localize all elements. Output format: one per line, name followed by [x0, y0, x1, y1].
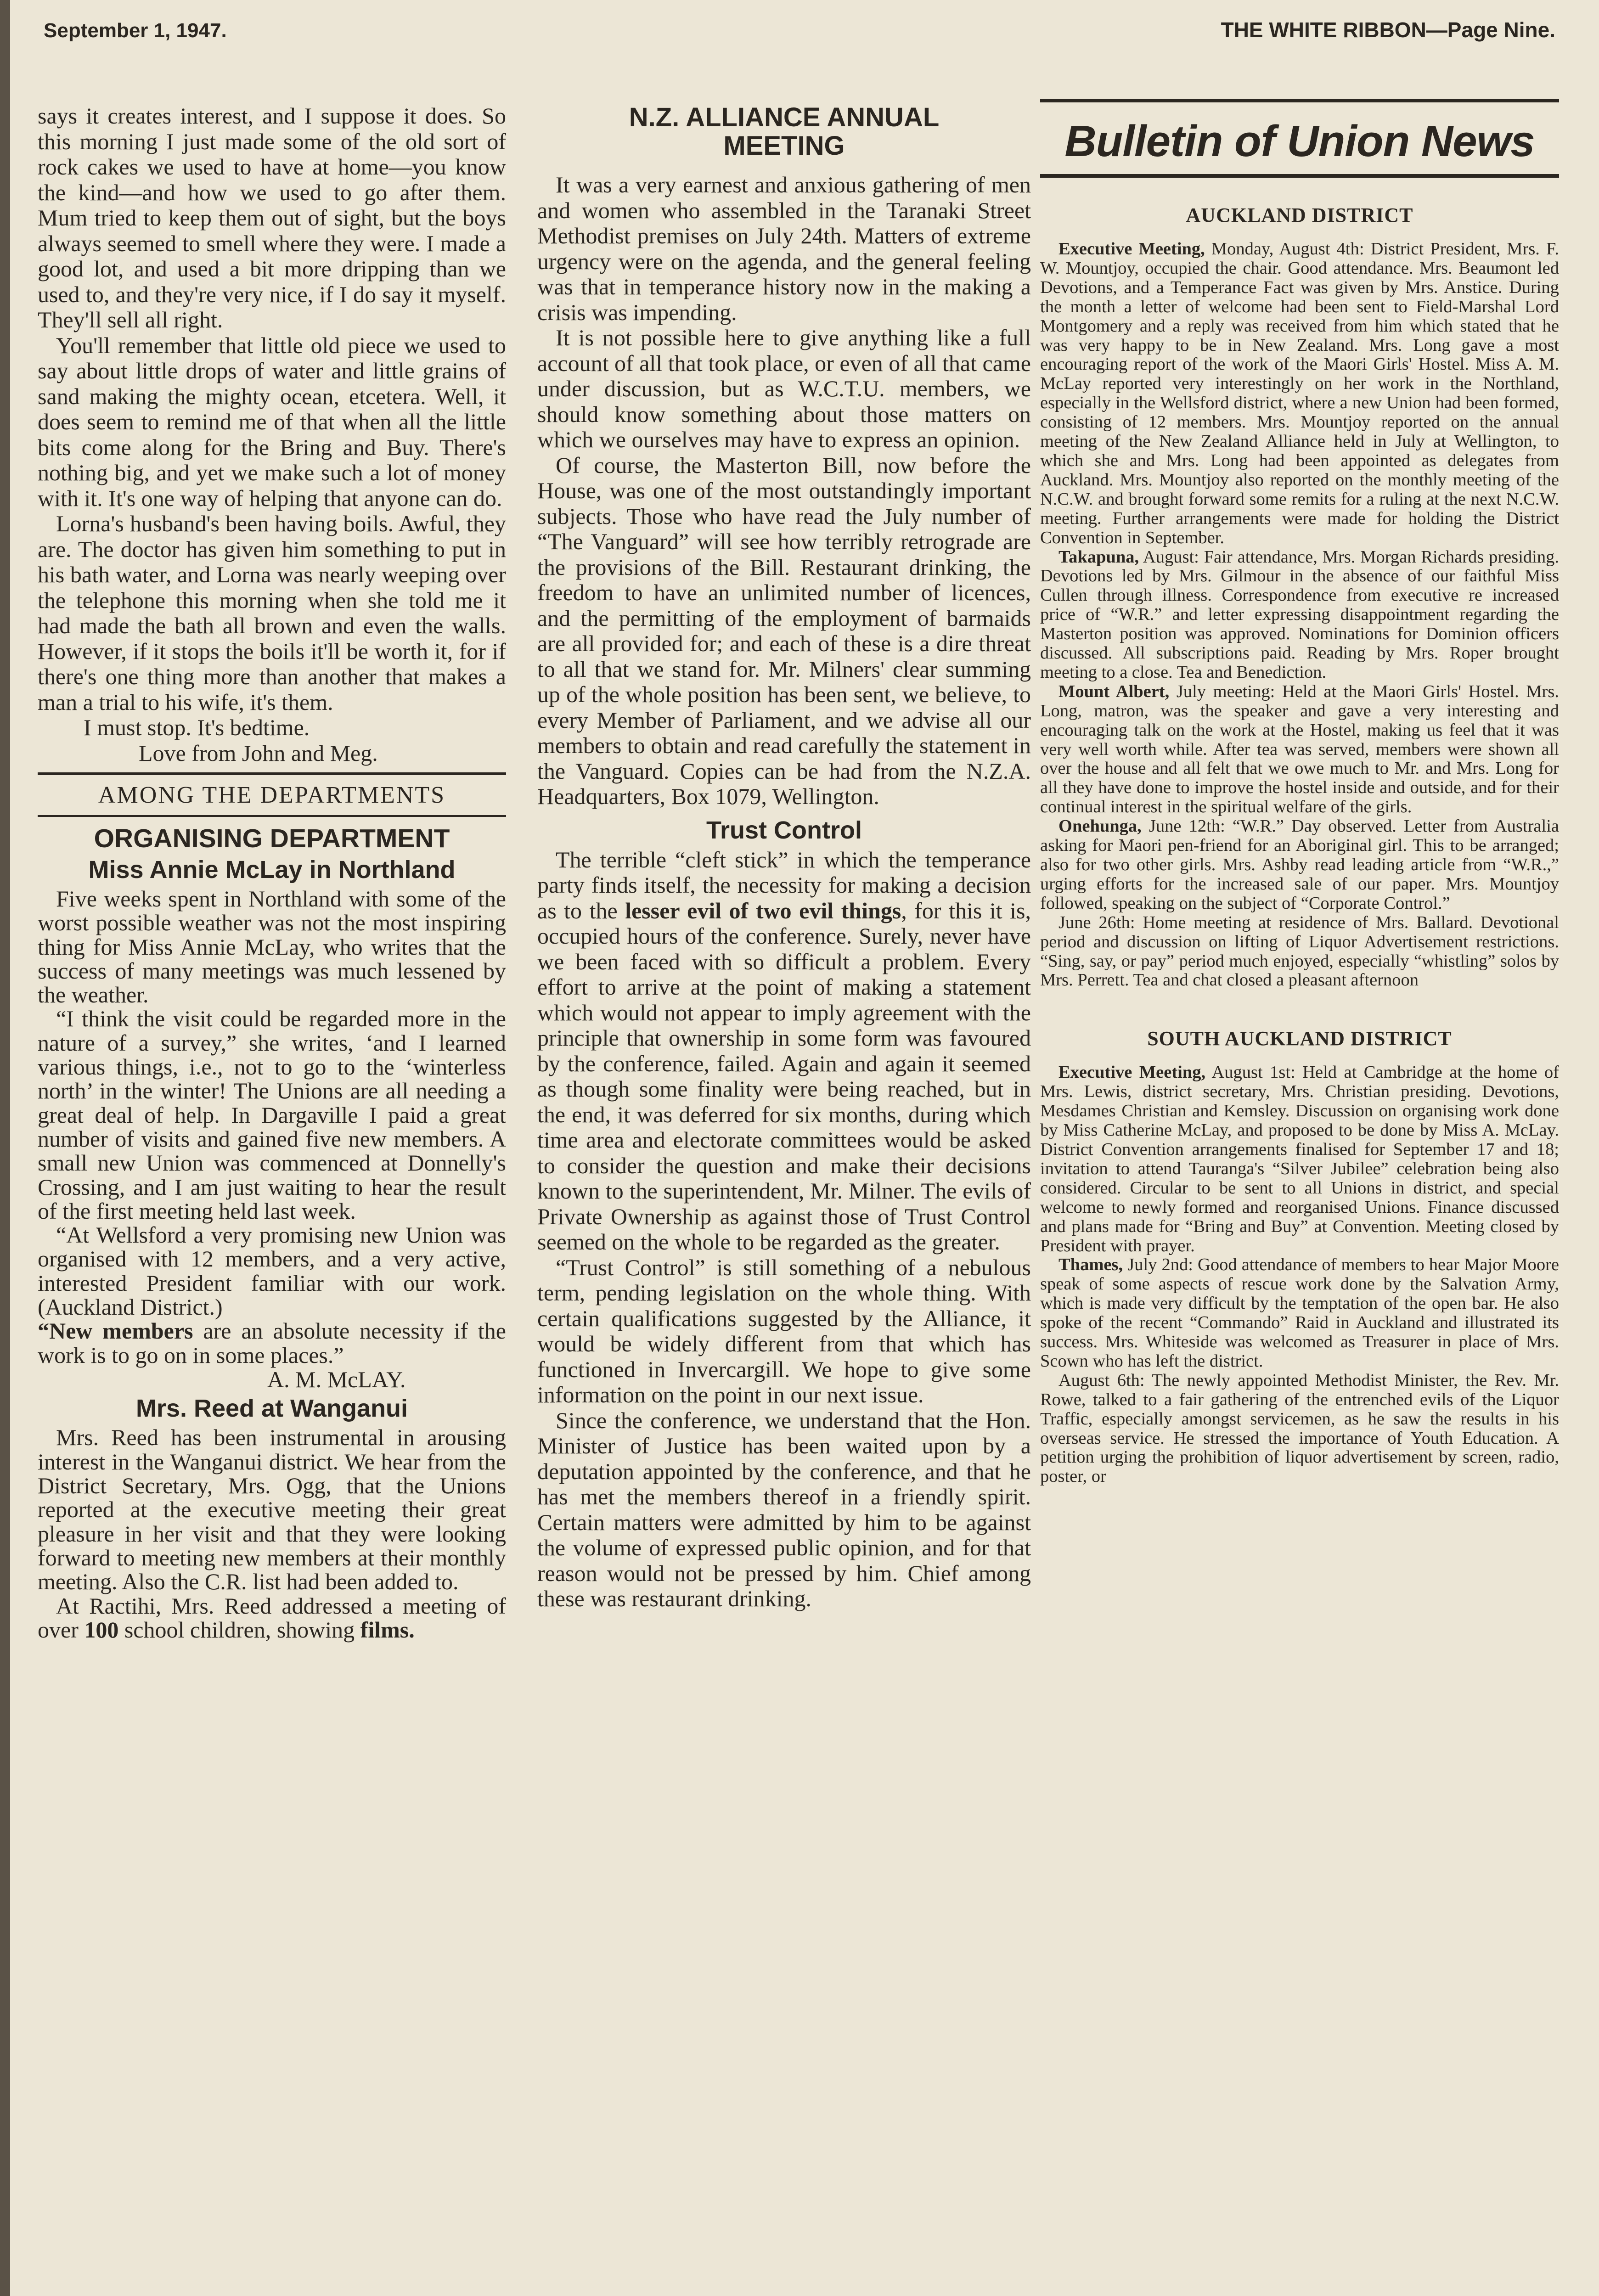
ractihi-text: school children, showing — [118, 1616, 360, 1643]
northland-heading: Miss Annie McLay in Northland — [88, 856, 456, 884]
ractihi-text: At Ractihi, Mrs. Reed addressed a meeting of over — [38, 1593, 506, 1643]
report-lead: Takapuna, — [1058, 547, 1139, 567]
article-paragraph — [38, 1594, 506, 1642]
auckland-district-heading: AUCKLAND DISTRICT — [1186, 204, 1413, 226]
trust-text: , for this it is, occupied hours of the conference. Surely, never have we been faced with so difficult a problem. Every effort to arrive at the point of making a statement which would not appear to imply agreement with the principle that ownership in some form was favoured by the conference, failed. Again and again it seemed as though some finality were being reached, but in the end, it was deferred for six months, during which time area and electorate committees would be asked to consider the question and make their decisions known to the superintendent, Mr. Milner. The evils of Private Ownership as against those of Trust Control seemed on the whole to be regarded as the greater. — [537, 897, 1031, 1255]
report-text: June 12th: “W.R.” Day observed. Letter from Australia asking for Maori pen-friend for an Aboriginal girl. This to be arranged; also for two other girls. Mrs. Ashby read leading article from “W.R.,” urging efforts for the increased sale of our paper. Mrs. Mountjoy followed, speaking on the subject of “Corporate Control.” — [1040, 816, 1559, 913]
article-paragraph — [537, 847, 1031, 1255]
column-left — [38, 103, 506, 1642]
union-report — [1040, 817, 1559, 913]
trust-text: The terrible “cleft stick” in which the temperance party finds itself, the necessity for making a decision as to the — [537, 846, 1031, 923]
divider — [38, 815, 506, 817]
page-binding-edge — [0, 0, 10, 2296]
article-paragraph: Of course, the Masterton Bill, now before the House, was one of the most outstandingly important subjects. Those who have read the July number of “The Vanguard” will see how terribly retrograde are the provisions of the Bill. Restaurant drinking, the freedom to have an unlimited number of licences, and the permitting of the employment of barmaids are all provided for; and each of these is a dire threat to all that we stand for. Mr. Milners' clear summing up of the whole position has been sent, we believe, to every Member of Parliament, and we advise all our members to obtain and read carefully the statement in the Vanguard. Copies can be had from the N.Z.A. Headquarters, Box 1079, Wellington. — [537, 452, 1031, 809]
union-report — [1040, 548, 1559, 682]
organising-department-heading: ORGANISING DEPARTMENT — [94, 824, 450, 853]
article-paragraph: “At Wellsford a very promising new Union was organised with 12 members, and a very active, interested President familiar with our work. (Auckland District.) — [38, 1222, 506, 1320]
report-lead: Executive Meeting, — [1058, 1063, 1206, 1082]
article-paragraph: Mrs. Reed has been instrumental in arousing interest in the Wanganui district. We hear from the District Secretary, Mrs. Ogg, that the Unions reported at the executive meeting their great pleasure in her visit and that they were looking forward to meeting new members at their monthly meeting. Also the C.R. list had been added to. — [38, 1424, 506, 1595]
ractihi-bold-films: films. — [360, 1616, 415, 1643]
report-text: July 2nd: Good attendance of members to hear Major Moore speak of some aspects of rescue work done by the Salvation Army, which is made very difficult by the temptation of the open bar. He also spoke of the recent “Commando” Raid in Auckland and illustrated its success. Mrs. Whiteside was welcomed as Treasurer in place of Mrs. Scown who has left the district. — [1040, 1255, 1559, 1371]
alliance-heading-line1: N.Z. ALLIANCE ANNUAL — [629, 102, 940, 132]
report-text: July meeting: Held at the Maori Girls' Hostel. Mrs. Long, matron, was the speaker and gave a very interesting and encouraging talk on the work at the Hostel, making us feel that it was very well worth while. After tea was served, members were shown all over the house and all felt that we owe much to Mr. and Mrs. Long for all they have done to improve the hostel inside and outside, and for their continual interest in the spiritual welfare of the girls. — [1040, 681, 1559, 817]
divider — [1040, 99, 1559, 102]
article-paragraph: Five weeks spent in Northland with some of the worst possible weather was not the most inspiring thing for Miss Annie McLay, who writes that the success of many meetings was much lessened by the weather. — [38, 886, 506, 1008]
bulletin-title: Bulletin of Union News — [1064, 117, 1535, 166]
union-report — [1040, 682, 1559, 817]
publication-page-label: THE WHITE RIBBON—Page Nine. — [1221, 18, 1555, 42]
trust-control-heading: Trust Control — [706, 816, 862, 844]
letter-paragraph: Lorna's husband's been having boils. Awful, they are. The doctor has given him something to put in his bath water, and Lorna was nearly weeping over the telephone this morning when she told me it had made the bath all brown and even the walls. However, if it stops the boils it'll be worth it, for if there's one thing more than another that makes a man a trial to his wife, it's them. — [38, 511, 506, 715]
new-members-text: are an absolute necessity if the work is to go on in some places.” — [38, 1318, 506, 1368]
union-report — [1040, 1063, 1559, 1255]
report-text: June 26th: Home meeting at residence of Mrs. Ballard. Devotional period and discussion on lifting of Liquor Advertisement restrictions. “Sing, say, or pay” period much enjoyed, especially “whistling” solos by Mrs. Perrett. Tea and chat closed a pleasant afternoon — [1040, 912, 1559, 990]
mclay-signature: A. M. McLAY. — [267, 1366, 406, 1392]
south-auckland-district-heading: SOUTH AUCKLAND DISTRICT — [1147, 1027, 1452, 1050]
letter-paragraph: says it creates interest, and I suppose it does. So this morning I just made some of the old sort of rock cakes we used to have at home—you know the kind—and how we used to go after them. Mum tried to keep them out of sight, but the boys always seemed to smell where they were. I made a good lot, and used a bit more dripping than we used to, and they're very nice, if I do say it myself. They'll sell all right. — [38, 103, 506, 332]
article-paragraph — [38, 1319, 506, 1367]
column-right — [1040, 99, 1559, 1486]
report-lead: Executive Meeting, — [1058, 239, 1205, 259]
union-report — [1040, 1371, 1559, 1486]
letter-paragraph: You'll remember that little old piece we used to say about little drops of water and little grains of sand making the mighty ocean, etcetera. Well, it does seem to remind me of that when all the little bits come along for the Bring and Buy. There's nothing big, and yet we make such a lot of money with it. It's one way of helping that anyone can do. — [38, 332, 506, 511]
article-paragraph: It was a very earnest and anxious gathering of men and women who assembled in the Taranaki Street Methodist premises on July 24th. Matters of extreme urgency were on the agenda, and the general feeling was that in temperance history now in the making a crisis was impending. — [537, 172, 1031, 325]
departments-banner: AMONG THE DEPARTMENTS — [98, 782, 446, 808]
trust-bold: lesser evil of two evil things — [625, 897, 901, 923]
union-report — [1040, 1255, 1559, 1371]
auckland-items — [1040, 240, 1559, 990]
letter-signature: Love from John and Meg. — [139, 740, 378, 766]
alliance-heading-line2: MEETING — [723, 131, 845, 161]
report-lead: Onehunga, — [1058, 816, 1142, 836]
column-middle — [537, 103, 1031, 1612]
union-report — [1040, 913, 1559, 990]
report-lead: Mount Albert, — [1058, 681, 1170, 701]
article-paragraph: “I think the visit could be regarded more in the nature of a survey,” she writes, ‘and I learned various things, i.e., not to go to the ‘winterless north’ in the winter! The Unions are all needing a great deal of help. In Dargaville I paid a great number of visits and gained five new members. A small new Union was commenced at Donnelly's Crossing, and I am just waiting to hear the result of the first meeting held last week. — [38, 1006, 506, 1224]
ractihi-bold-number: 100 — [84, 1616, 119, 1643]
divider — [1040, 174, 1559, 178]
union-report — [1040, 240, 1559, 548]
new-members-bold: “New members — [38, 1318, 193, 1344]
report-lead: Thames, — [1058, 1255, 1123, 1275]
article-paragraph: Since the conference, we understand that the Hon. Minister of Justice has been waited upon by a deputation appointed by the conference, and that he has met the members thereof in a friendly spirit. Certain matters were admitted by him to be against the volume of expressed public opinion, and for that reason would not be pressed by him. Chief among these was restaurant drinking. — [537, 1407, 1031, 1611]
reed-heading: Mrs. Reed at Wanganui — [135, 1395, 408, 1423]
report-text: August: Fair attendance, Mrs. Morgan Richards presiding. Devotions led by Mrs. Gilmour in the absence of our faithful Miss Cullen through illness. Correspondence from executive re increased price of “W.R.” and letter expressing disappointment regarding the Masterton position was approved. Nominations for Dominion officers discussed. All subscriptions paid. Reading by Mrs. Roper brought meeting to a close. Tea and Benediction. — [1040, 547, 1559, 682]
article-paragraph: “Trust Control” is still something of a nebulous term, pending legislation on the whole thing. With certain qualifications suggested by the Alliance, it would be widely different from that which has functioned in Invercargill. We hope to give some information on the point in our next issue. — [537, 1254, 1031, 1407]
letter-close: I must stop. It's bedtime. — [84, 715, 310, 740]
divider — [38, 772, 506, 775]
south-auckland-items — [1040, 1063, 1559, 1486]
article-paragraph: It is not possible here to give anything like a full account of all that took place, or even of all that came under discussion, but as W.C.T.U. members, we should know something about those matters on which we ourselves may have to express an opinion. — [537, 325, 1031, 452]
report-text: August 1st: Held at Cambridge at the home of Mrs. Lewis, district secretary, Mrs. Christian presiding. Devotions, Mesdames Christian and Kemsley. Discussion on organising work done by Miss Catherine McLay, and proposed to be done by Miss A. McLay. District Convention arrangements finalised for September 17 and 18; invitation to attend Tauranga's “Silver Jubilee” celebration being also considered. Circular to be sent to all Unions in district, and special welcome to newly formed and reorganised Unions. Finance discussed and plans made for “Bring and Buy” at Convention. Meeting closed by President with prayer. — [1040, 1063, 1559, 1255]
alliance-heading — [537, 103, 1031, 160]
issue-date: September 1, 1947. — [44, 19, 227, 42]
report-text: Monday, August 4th: District President, Mrs. F. W. Mountjoy, occupied the chair. Good attendance. Mrs. Beaumont led Devotions, and a Temperance Fact was given by Mrs. Anstice. During the month a letter of welcome had been sent to Field-Marshal Lord Montgomery and a reply was received from him which stated that he was very happy to be in New Zealand. Mrs. Long gave a most encouraging report of the work of the Maori Girls' Hostel. Miss A. M. McLay reported very interestingly on her work in the Northland, especially in the Wellsford district, where a new Union had been formed, consisting of 12 members. Mrs. Mountjoy reported on the annual meeting of the New Zealand Alliance held in July at Wellington, to which she and Mrs. Long had been appointed as delegates from Auckland. Mrs. Mountjoy also reported on the monthly meeting of the N.C.W. and brought forward some remits for a ruling at the next N.C.W. meeting. Further arrangements were made for holding the District Convention in September. — [1040, 239, 1559, 547]
report-text: August 6th: The newly appointed Methodist Minister, the Rev. Mr. Rowe, talked to a fair gathering of the entrenched evils of the Liquor Traffic, especially amongst servicemen, as he saw the results in his overseas service. He stressed the importance of Youth Education. A petition urging the prohibition of liquor advertisement by screen, radio, poster, or — [1040, 1370, 1559, 1486]
